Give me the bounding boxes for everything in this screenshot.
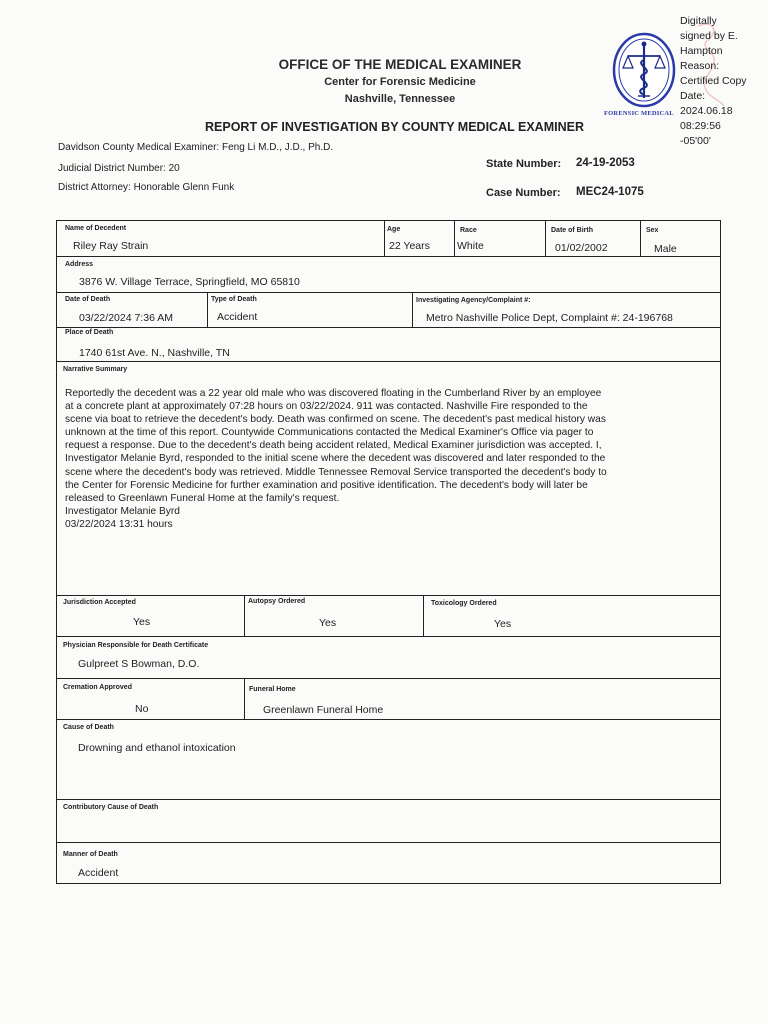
signature-line: Certified Copy (680, 75, 747, 87)
decedent-address: 3876 W. Village Terrace, Springfield, MO 65810 (79, 276, 300, 288)
jurisdiction-label: Jurisdiction Accepted (63, 599, 136, 606)
place-of-death: 1740 61st Ave. N., Nashville, TN (79, 347, 230, 359)
narrative-line: Reportedly the decedent was a 22 year old male who was discovered floating in the Cumberland River by an employee (65, 388, 602, 399)
signature-line: 2024.06.18 (680, 105, 733, 117)
decedent-age: 22 Years (389, 240, 430, 252)
sex-label: Sex (646, 227, 659, 234)
type-of-death-label: Type of Death (211, 296, 257, 303)
decedent-race: White (457, 240, 484, 252)
narrative-line: scene via boat to retrieve the decedent's body. Death was confirmed on scene. The decedent's past medical history was (65, 414, 606, 426)
signature-line: Date: (680, 90, 706, 102)
signature-line: 08:29:56 (680, 120, 721, 132)
toxicology-ordered: Yes (494, 618, 512, 630)
dob-label: Date of Birth (551, 227, 593, 234)
judicial-district: Judicial District Number: 20 (58, 163, 180, 174)
signature-line: Reason: (680, 60, 720, 72)
narrative-summary (65, 387, 655, 531)
date-of-death: 03/22/2024 7:36 AM (79, 312, 173, 324)
narrative-line: request a response. Due to the decedent's death being accident related, Medical Examiner jurisdiction was accepted. I, (65, 440, 602, 452)
funeral-home: Greenlawn Funeral Home (263, 704, 384, 716)
responsible-physician: Gulpreet S Bowman, D.O. (78, 658, 200, 670)
digital-signature (680, 14, 766, 149)
physician-label: Physician Responsible for Death Certificate (63, 642, 209, 649)
office-location: Nashville, Tennessee (344, 93, 456, 105)
signature-line: signed by E. (680, 30, 738, 42)
narrative-line: unknown at the time of this report. Countywide Communications contacted the Medical Examiner's Office via pager to (65, 427, 594, 439)
decedent-sex: Male (654, 243, 677, 255)
date-of-death-label: Date of Death (65, 296, 111, 303)
narrative-line: Investigator Melanie Byrd, responded to the initial scene where the decedent was discovered and later responded to the (65, 453, 606, 465)
race-label: Race (460, 227, 477, 234)
decedent-dob: 01/02/2002 (555, 242, 608, 254)
report-form (56, 220, 721, 884)
state-number-label: State Number: (486, 158, 562, 170)
type-of-death: Accident (217, 311, 258, 323)
signature-line: -05'00' (680, 135, 711, 147)
signature-line: Digitally (680, 15, 717, 27)
place-of-death-label: Place of Death (65, 329, 114, 336)
narrative-line: scene where the decedent's body was retrieved. Middle Tennessee Removal Service transported the decedent's body to (65, 466, 607, 478)
narrative-label: Narrative Summary (63, 366, 128, 373)
decedent-name: Riley Ray Strain (73, 240, 149, 252)
age-label: Age (387, 226, 401, 233)
autopsy-label: Autopsy Ordered (248, 598, 306, 605)
manner-of-death: Accident (78, 867, 119, 879)
district-attorney: District Attorney: Honorable Glenn Funk (58, 182, 235, 193)
signature-line: Hampton (680, 45, 723, 57)
funeral-home-label: Funeral Home (249, 686, 296, 693)
narrative-line: released to Greenlawn Funeral Home at the family's request. (65, 492, 340, 504)
autopsy-ordered: Yes (319, 617, 337, 629)
agency-label: Investigating Agency/Complaint #: (416, 297, 531, 304)
narrative-line: the Center for Forensic Medicine for further examination and positive identification. The decedent's body will later be (65, 479, 588, 491)
cremation-approved: No (135, 703, 149, 715)
center-name: Center for Forensic Medicine (324, 76, 476, 88)
decedent-name-label: Name of Decedent (65, 225, 127, 232)
cause-of-death-label: Cause of Death (63, 724, 114, 731)
report-title: REPORT OF INVESTIGATION BY COUNTY MEDICAL EXAMINER (205, 120, 584, 134)
case-number: MEC24-1075 (576, 186, 644, 198)
jurisdiction-accepted: Yes (133, 616, 151, 628)
office-title: OFFICE OF THE MEDICAL EXAMINER (278, 57, 522, 72)
address-label: Address (65, 261, 94, 268)
manner-of-death-label: Manner of Death (63, 851, 118, 858)
seal-label: FORENSIC MEDICAL (604, 110, 674, 117)
narrative-line: Investigator Melanie Byrd (65, 505, 180, 517)
medical-examiner-seal-icon (610, 32, 678, 112)
examiner-name: Davidson County Medical Examiner: Feng Li M.D., J.D., Ph.D. (58, 142, 334, 153)
cause-of-death: Drowning and ethanol intoxication (78, 742, 236, 754)
investigating-agency: Metro Nashville Police Dept, Complaint #: 24-196768 (426, 312, 673, 324)
narrative-line: at a concrete plant at approximately 07:28 hours on 03/22/2024. 911 was contacted. Nashville Fire responded to the (65, 401, 588, 413)
narrative-line: 03/22/2024 13:31 hours (65, 518, 173, 530)
state-number: 24-19-2053 (576, 157, 635, 169)
contributory-cause-label: Contributory Cause of Death (63, 804, 159, 811)
toxicology-label: Toxicology Ordered (431, 600, 497, 607)
case-number-label: Case Number: (486, 187, 561, 199)
cremation-label: Cremation Approved (63, 684, 132, 691)
